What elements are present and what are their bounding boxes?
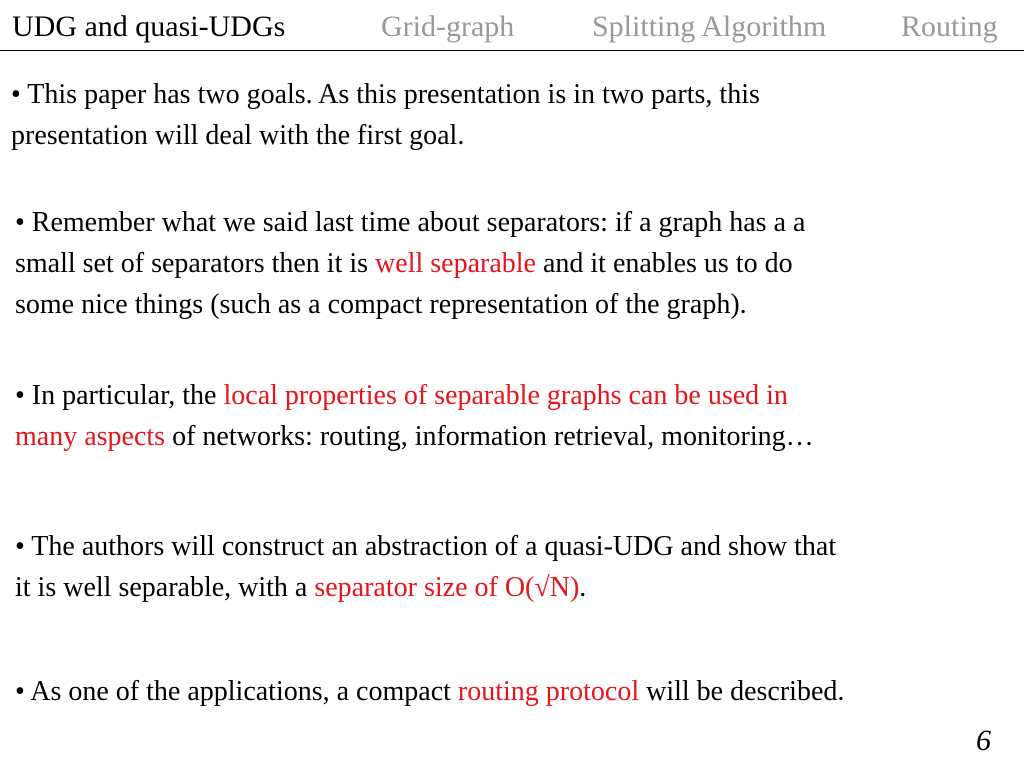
navigation-bar <box>0 0 1024 51</box>
bullet-line <box>15 671 844 712</box>
highlight-separator-size: separator size of O(√N) <box>314 572 580 603</box>
tab-splitting-algorithm[interactable]: Splitting Algorithm <box>592 10 827 43</box>
bullet-line <box>15 243 805 284</box>
tab-routing[interactable]: Routing <box>901 10 998 43</box>
highlight-many-aspects: many aspects <box>15 421 166 452</box>
text-run: small set of separators then it is <box>15 248 376 279</box>
highlight-routing-protocol: routing protocol <box>457 676 640 707</box>
bullet-abstraction <box>15 526 836 608</box>
bullet-line <box>15 416 814 457</box>
text-run: and it enables us to do <box>535 248 793 279</box>
bullet-line: some nice things (such as a compact representation of the graph). <box>15 289 747 320</box>
tab-grid-graph[interactable]: Grid-graph <box>381 10 515 43</box>
tab-udg-and-quasi-udgs[interactable]: UDG and quasi-UDGs <box>12 10 286 43</box>
text-run: it is well separable, with a <box>15 572 315 603</box>
highlight-well-separable: well separable <box>375 248 536 279</box>
bullet-routing-protocol <box>15 671 844 712</box>
bullet-paper-goals <box>11 74 760 156</box>
bullet-line: presentation will deal with the first goal. <box>11 120 465 151</box>
bullet-line: • This paper has two goals. As this presentation is in two parts, this <box>11 79 760 110</box>
text-run: of networks: routing, information retrieval, monitoring… <box>165 421 814 452</box>
text-run: • In particular, the <box>15 380 224 411</box>
bullet-line: • The authors will construct an abstraction of a quasi-UDG and show that <box>15 531 837 562</box>
bullet-separators <box>15 202 805 325</box>
text-run: • As one of the applications, a compact <box>15 676 458 707</box>
highlight-local-properties: local properties of separable graphs can be used in <box>223 380 788 411</box>
text-run: . <box>579 572 587 603</box>
bullet-line: • Remember what we said last time about separators: if a graph has a a <box>15 207 806 238</box>
page-number: 6 <box>976 724 991 757</box>
bullet-line <box>15 567 836 608</box>
text-run: will be described. <box>639 676 845 707</box>
bullet-line <box>15 375 814 416</box>
bullet-local-properties <box>15 375 814 457</box>
